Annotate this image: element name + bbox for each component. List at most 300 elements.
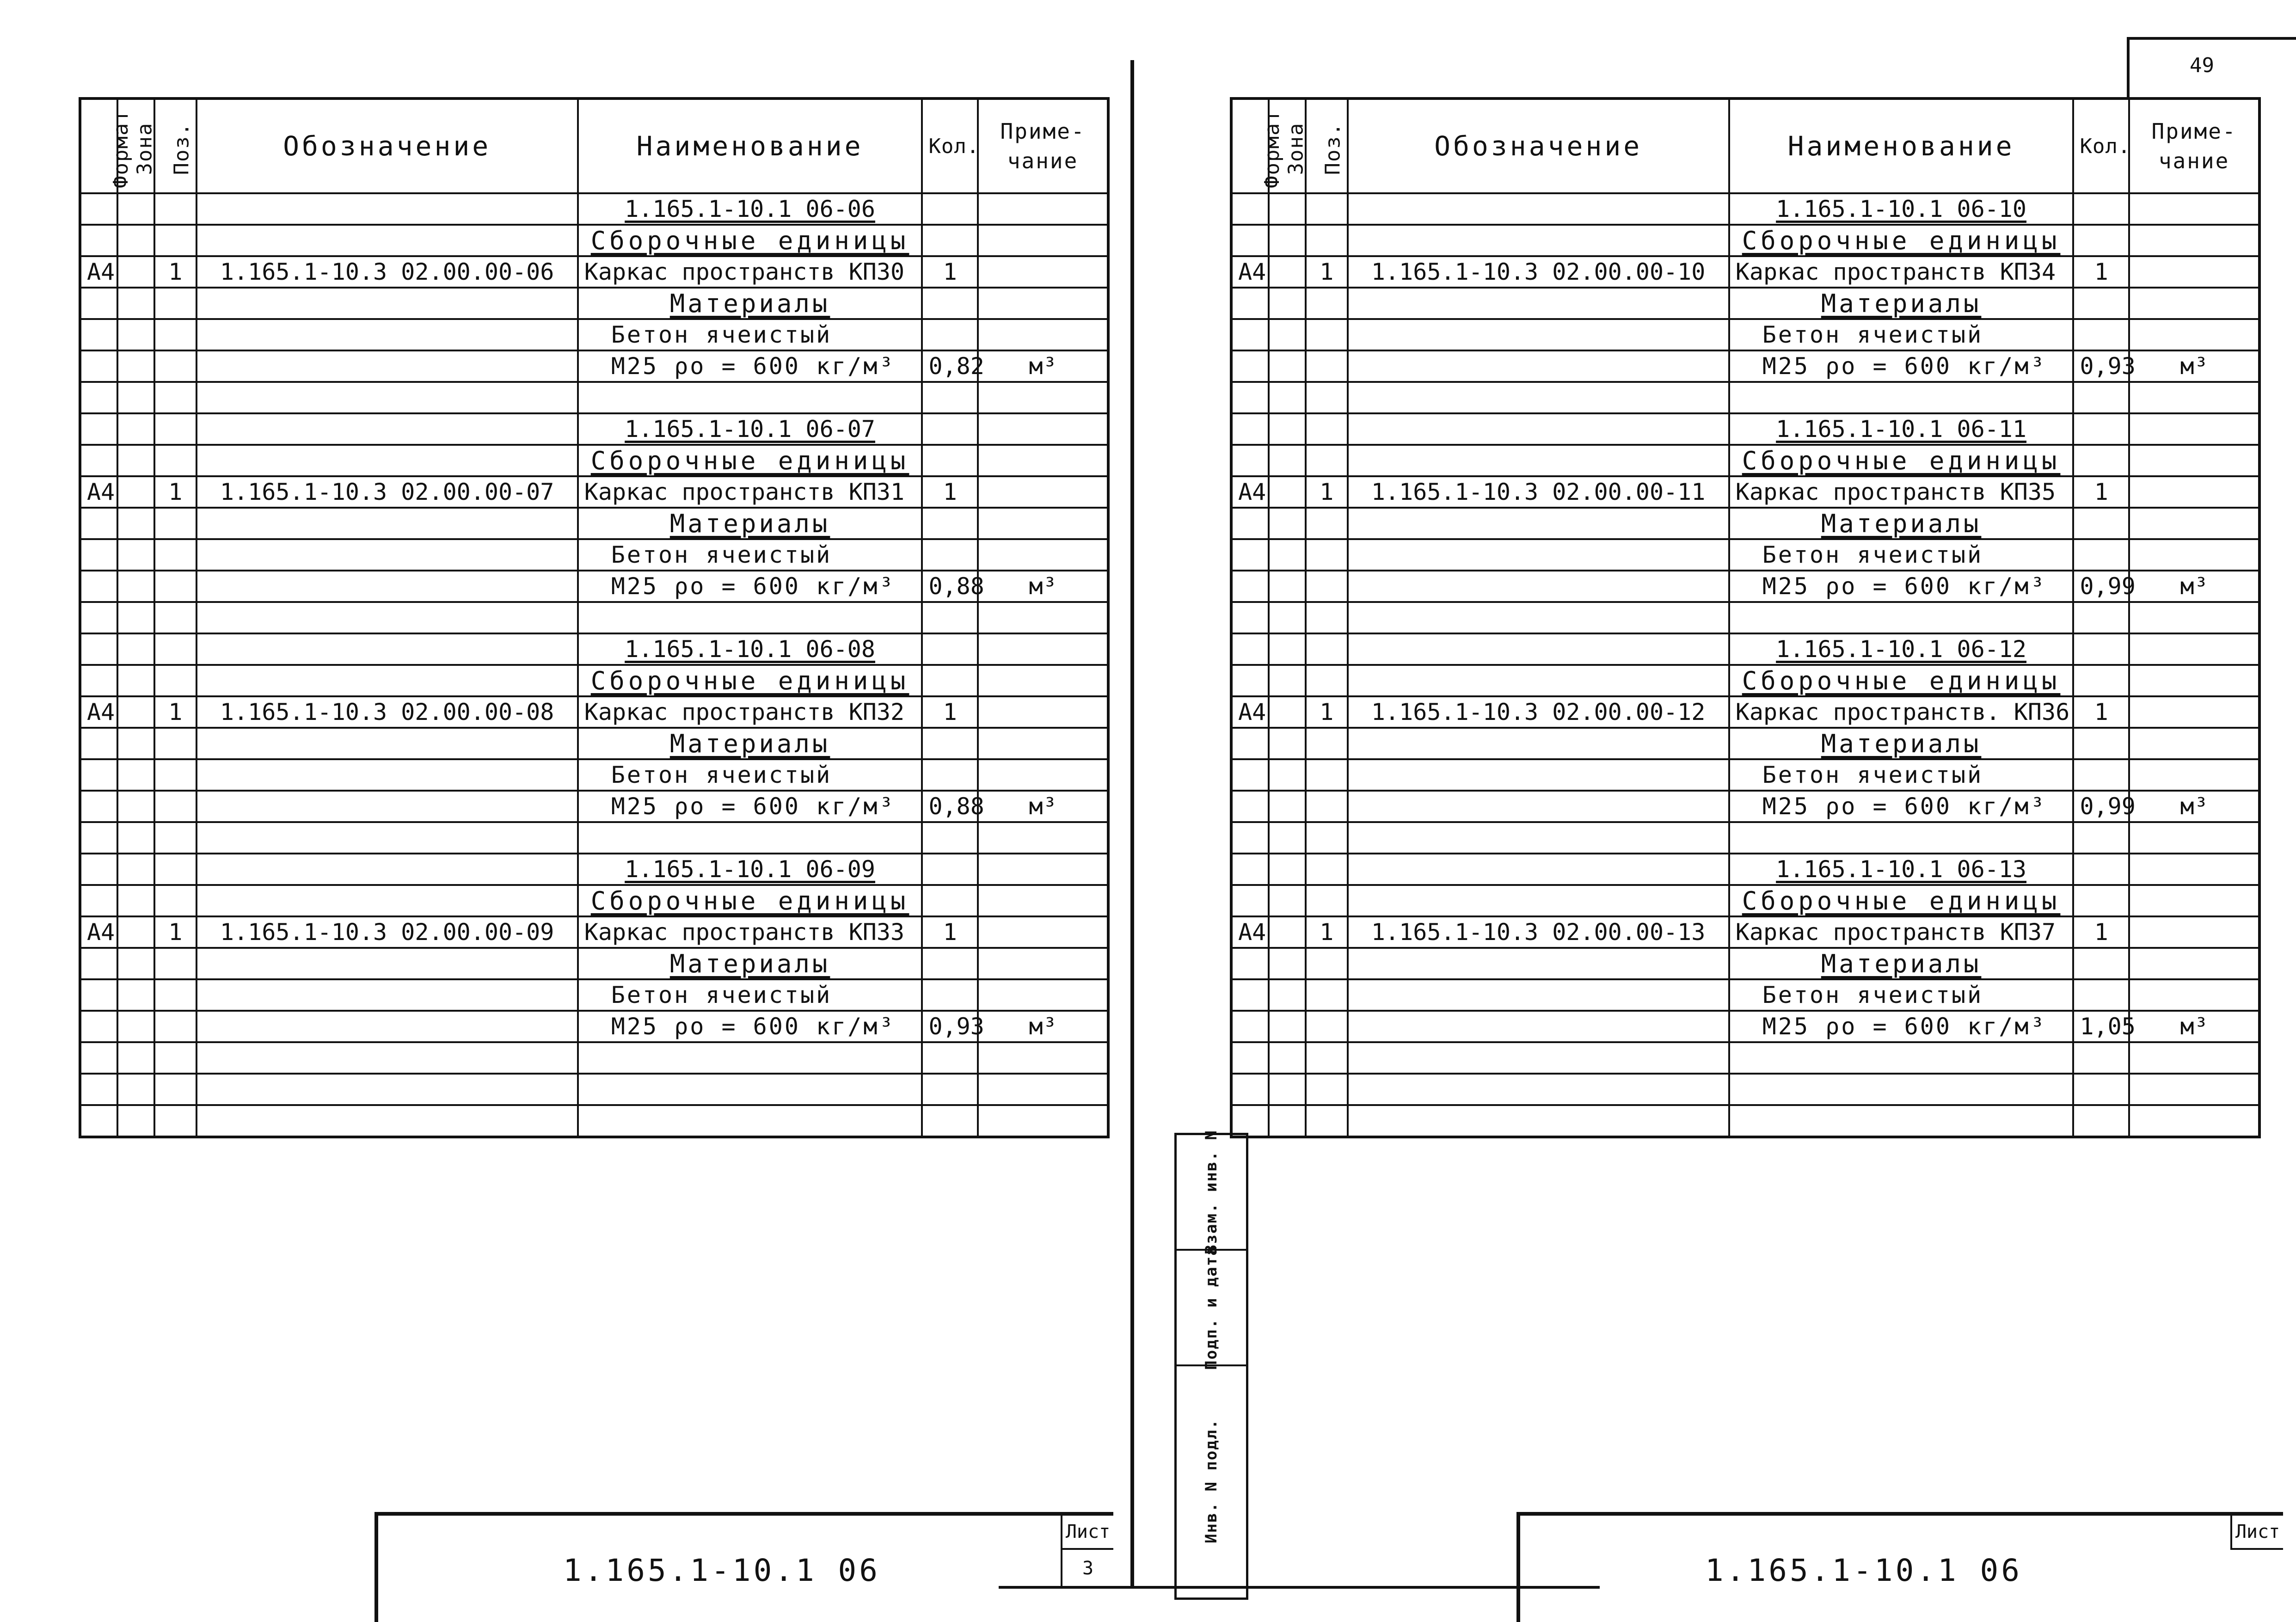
cell-zone (1269, 445, 1306, 476)
cell-format (80, 350, 117, 382)
cell-pos (154, 319, 196, 350)
cell-name: Каркас пространств КП32 (578, 696, 922, 728)
empty-cell (978, 1105, 1108, 1137)
section-code-row (1231, 413, 2259, 445)
empty-cell (2073, 1074, 2129, 1105)
blank-row (80, 382, 1108, 413)
cell-qty (922, 319, 978, 350)
cell-pos (154, 791, 196, 822)
cell-zone (117, 1011, 155, 1042)
cell-note (978, 728, 1108, 759)
cell-name (1729, 382, 2074, 413)
cell-note (978, 633, 1108, 665)
empty-cell (1348, 1105, 1729, 1137)
cell-qty (922, 1042, 978, 1074)
cell-name (1729, 1042, 2074, 1074)
cell-zone (117, 916, 155, 948)
cell-qty: 0,88 (922, 791, 978, 822)
empty-cell (1231, 1074, 1269, 1105)
col-zone: Зона (117, 98, 155, 193)
cell-note (978, 508, 1108, 539)
material-row (80, 571, 1108, 602)
cell-pos (154, 948, 196, 979)
cell-note (978, 256, 1108, 288)
cell-designation: 1.165.1-10.3 02.00.00-09 (196, 916, 578, 948)
cell-name: Материалы (1729, 728, 2074, 759)
cell-qty (2073, 1042, 2129, 1074)
cell-designation (196, 225, 578, 256)
section-code-row (1231, 633, 2259, 665)
cell-zone (1269, 508, 1306, 539)
cell-pos: 1 (1306, 696, 1348, 728)
cell-name: Бетон ячеистый (1729, 539, 2074, 571)
cell-qty (922, 854, 978, 885)
cell-name: Сборочные единицы (578, 885, 922, 916)
cell-name: М25 ρо = 600 кг/м³ (578, 791, 922, 822)
assembly-unit-row (80, 256, 1108, 288)
cell-format (80, 885, 117, 916)
cell-zone (117, 350, 155, 382)
cell-note (2129, 445, 2259, 476)
cell-name: Сборочные единицы (578, 225, 922, 256)
blank-row (80, 822, 1108, 854)
cell-zone (1269, 885, 1306, 916)
cell-note (2129, 916, 2259, 948)
cell-note: м³ (2129, 1011, 2259, 1042)
cell-name: Бетон ячеистый (1729, 319, 2074, 350)
cell-format (80, 1042, 117, 1074)
col-qty: Кол. (2073, 98, 2129, 193)
cell-name: Материалы (578, 728, 922, 759)
cell-format (1231, 225, 1269, 256)
cell-format (1231, 728, 1269, 759)
assembly-unit-row (1231, 916, 2259, 948)
cell-format (1231, 948, 1269, 979)
cell-zone (1269, 225, 1306, 256)
section-heading-row (1231, 665, 2259, 696)
cell-note (2129, 225, 2259, 256)
cell-zone (117, 476, 155, 508)
cell-name (1729, 602, 2074, 633)
cell-designation (196, 193, 578, 225)
cell-zone (117, 791, 155, 822)
material-name-row (80, 979, 1108, 1011)
col-designation: Обозначение (1348, 98, 1729, 193)
cell-pos (154, 193, 196, 225)
section-heading-row (1231, 445, 2259, 476)
cell-designation: 1.165.1-10.3 02.00.00-13 (1348, 916, 1729, 948)
cell-qty (922, 382, 978, 413)
blank-row (80, 1105, 1108, 1137)
stamp-cell-original-inv: Инв. N подл. (1202, 1419, 1221, 1543)
cell-format: А4 (1231, 256, 1269, 288)
cell-note (2129, 948, 2259, 979)
cell-format (1231, 979, 1269, 1011)
empty-cell (1231, 1105, 1269, 1137)
cell-pos (1306, 382, 1348, 413)
cell-pos (154, 979, 196, 1011)
cell-name: М25 ρо = 600 кг/м³ (1729, 350, 2074, 382)
cell-note (2129, 539, 2259, 571)
section-code-row (1231, 854, 2259, 885)
cell-pos (154, 759, 196, 791)
cell-note (2129, 665, 2259, 696)
left-sheet (79, 0, 1142, 1622)
materials-heading-row (80, 728, 1108, 759)
cell-designation (1348, 885, 1729, 916)
cell-qty (922, 288, 978, 319)
cell-pos (1306, 791, 1348, 822)
cell-designation (196, 508, 578, 539)
cell-qty: 0,88 (922, 571, 978, 602)
cell-format (1231, 445, 1269, 476)
right-sheet (1230, 0, 2293, 1622)
cell-pos (154, 885, 196, 916)
cell-name: Бетон ячеистый (1729, 759, 2074, 791)
cell-pos: 1 (154, 476, 196, 508)
cell-name: Материалы (1729, 508, 2074, 539)
cell-pos: 1 (1306, 916, 1348, 948)
cell-note (2129, 1042, 2259, 1074)
cell-name: Каркас пространств КП33 (578, 916, 922, 948)
col-designation: Обозначение (196, 98, 578, 193)
cell-designation (1348, 382, 1729, 413)
cell-format (80, 508, 117, 539)
cell-qty (922, 822, 978, 854)
cell-zone (117, 979, 155, 1011)
cell-designation (196, 350, 578, 382)
cell-zone (1269, 696, 1306, 728)
cell-pos: 1 (154, 256, 196, 288)
cell-zone (117, 759, 155, 791)
section-heading-row (80, 445, 1108, 476)
cell-format (80, 791, 117, 822)
cell-name: М25 ρо = 600 кг/м³ (1729, 791, 2074, 822)
col-name: Наименование (578, 98, 922, 193)
cell-designation (196, 665, 578, 696)
cell-qty: 0,93 (2073, 350, 2129, 382)
assembly-unit-row (1231, 256, 2259, 288)
cell-designation (196, 854, 578, 885)
cell-name: 1.165.1-10.1 06-11 (1729, 413, 2074, 445)
cell-designation (196, 633, 578, 665)
cell-name: Бетон ячеистый (1729, 979, 2074, 1011)
section-code-row (80, 193, 1108, 225)
col-note: Приме-чание (978, 98, 1108, 193)
cell-name: Материалы (578, 948, 922, 979)
cell-zone (1269, 979, 1306, 1011)
cell-format (80, 225, 117, 256)
cell-designation (196, 288, 578, 319)
cell-zone (1269, 633, 1306, 665)
specification-body-right (1231, 193, 2259, 1137)
cell-zone (1269, 350, 1306, 382)
cell-designation (196, 791, 578, 822)
cell-note: м³ (978, 571, 1108, 602)
cell-name: 1.165.1-10.1 06-08 (578, 633, 922, 665)
cell-pos (154, 539, 196, 571)
materials-heading-row (1231, 948, 2259, 979)
cell-zone (1269, 1042, 1306, 1074)
cell-name: Каркас пространств КП35 (1729, 476, 2074, 508)
empty-cell (154, 1074, 196, 1105)
cell-zone (117, 571, 155, 602)
cell-designation: 1.165.1-10.3 02.00.00-08 (196, 696, 578, 728)
title-block-left (374, 1512, 1113, 1622)
cell-qty (922, 508, 978, 539)
cell-format (1231, 1042, 1269, 1074)
cell-qty: 1 (922, 256, 978, 288)
cell-qty: 0,99 (2073, 571, 2129, 602)
cell-pos (1306, 350, 1348, 382)
cell-name: Каркас пространств КП37 (1729, 916, 2074, 948)
cell-format (80, 445, 117, 476)
cell-pos (154, 633, 196, 665)
cell-qty (922, 665, 978, 696)
cell-qty (2073, 728, 2129, 759)
empty-cell (1269, 1105, 1306, 1137)
cell-pos: 1 (1306, 256, 1348, 288)
cell-format (80, 539, 117, 571)
cell-note (2129, 602, 2259, 633)
material-name-row (1231, 539, 2259, 571)
cell-designation (1348, 571, 1729, 602)
document-code: 1.165.1-10.1 06 (1705, 1553, 2023, 1588)
cell-name: 1.165.1-10.1 06-09 (578, 854, 922, 885)
cell-designation (196, 948, 578, 979)
header-row (1231, 98, 2259, 193)
cell-pos: 1 (1306, 476, 1348, 508)
cell-note (978, 413, 1108, 445)
cell-qty (2073, 633, 2129, 665)
cell-zone (117, 508, 155, 539)
cell-qty: 1 (922, 916, 978, 948)
cell-note (978, 602, 1108, 633)
cell-format (1231, 759, 1269, 791)
cell-zone (1269, 288, 1306, 319)
cell-format: А4 (80, 476, 117, 508)
cell-designation (196, 571, 578, 602)
cell-designation: 1.165.1-10.3 02.00.00-11 (1348, 476, 1729, 508)
cell-zone (117, 256, 155, 288)
blank-row (1231, 1074, 2259, 1105)
cell-note (978, 854, 1108, 885)
cell-note (2129, 759, 2259, 791)
cell-format (1231, 1011, 1269, 1042)
cell-name: Бетон ячеистый (578, 539, 922, 571)
cell-qty (922, 193, 978, 225)
cell-name: 1.165.1-10.1 06-10 (1729, 193, 2074, 225)
cell-zone (1269, 822, 1306, 854)
cell-name (578, 602, 922, 633)
cell-note (2129, 822, 2259, 854)
cell-zone (117, 728, 155, 759)
cell-note (978, 916, 1108, 948)
cell-name: 1.165.1-10.1 06-07 (578, 413, 922, 445)
cell-designation (196, 319, 578, 350)
cell-qty (922, 948, 978, 979)
cell-designation: 1.165.1-10.3 02.00.00-06 (196, 256, 578, 288)
cell-pos (1306, 193, 1348, 225)
cell-zone (1269, 571, 1306, 602)
cell-qty (2073, 759, 2129, 791)
material-row (80, 1011, 1108, 1042)
cell-pos (1306, 508, 1348, 539)
cell-zone (117, 948, 155, 979)
empty-cell (80, 1074, 117, 1105)
cell-zone (1269, 256, 1306, 288)
cell-pos (1306, 445, 1348, 476)
cell-zone (1269, 539, 1306, 571)
cell-format (80, 948, 117, 979)
cell-note (2129, 979, 2259, 1011)
material-name-row (80, 319, 1108, 350)
cell-qty (2073, 319, 2129, 350)
cell-qty (922, 633, 978, 665)
cell-note (2129, 696, 2259, 728)
blank-row (1231, 1105, 2259, 1137)
cell-name (1729, 822, 2074, 854)
cell-designation (1348, 633, 1729, 665)
cell-format (1231, 508, 1269, 539)
cell-designation (196, 979, 578, 1011)
empty-cell (922, 1105, 978, 1137)
cell-qty (922, 413, 978, 445)
col-qty: Кол. (922, 98, 978, 193)
assembly-unit-row (80, 916, 1108, 948)
cell-pos (1306, 948, 1348, 979)
cell-name: Материалы (1729, 948, 2074, 979)
page-number: 49 (2190, 54, 2214, 77)
section-code-row (80, 633, 1108, 665)
col-name: Наименование (1729, 98, 2074, 193)
empty-cell (2129, 1105, 2259, 1137)
cell-qty (2073, 382, 2129, 413)
cell-zone (117, 822, 155, 854)
cell-pos (1306, 885, 1348, 916)
blank-row (1231, 382, 2259, 413)
cell-qty: 0,93 (922, 1011, 978, 1042)
stamp-cell-signature-date: Подп. и дата (1177, 1251, 1246, 1366)
section-heading-row (1231, 885, 2259, 916)
cell-name (578, 1042, 922, 1074)
cell-qty (2073, 539, 2129, 571)
cell-format (1231, 633, 1269, 665)
cell-note (978, 539, 1108, 571)
cell-designation (1348, 1042, 1729, 1074)
cell-format: А4 (1231, 476, 1269, 508)
cell-qty: 1 (2073, 256, 2129, 288)
cell-qty (922, 759, 978, 791)
cell-qty: 1 (2073, 916, 2129, 948)
cell-note (978, 948, 1108, 979)
cell-zone (1269, 413, 1306, 445)
cell-zone (1269, 791, 1306, 822)
cell-pos (1306, 413, 1348, 445)
cell-qty (2073, 508, 2129, 539)
cell-designation (1348, 728, 1729, 759)
cell-name (578, 822, 922, 854)
cell-name: Бетон ячеистый (578, 979, 922, 1011)
cell-zone (117, 854, 155, 885)
cell-note (2129, 885, 2259, 916)
cell-zone (117, 1042, 155, 1074)
blank-row (1231, 1042, 2259, 1074)
cell-note: м³ (2129, 350, 2259, 382)
cell-format (1231, 413, 1269, 445)
cell-note (978, 822, 1108, 854)
cell-pos (1306, 633, 1348, 665)
cell-qty (2073, 885, 2129, 916)
cell-pos (154, 822, 196, 854)
col-format: Формат (1231, 98, 1269, 193)
cell-designation (196, 413, 578, 445)
cell-name: Бетон ячеистый (578, 319, 922, 350)
cell-qty (922, 728, 978, 759)
blank-row (1231, 602, 2259, 633)
cell-note: м³ (2129, 571, 2259, 602)
specification-body-left (80, 193, 1108, 1137)
blank-row (80, 1042, 1108, 1074)
cell-format (1231, 854, 1269, 885)
cell-note (978, 225, 1108, 256)
cell-note (978, 1042, 1108, 1074)
header-row (80, 98, 1108, 193)
cell-qty (922, 445, 978, 476)
materials-heading-row (80, 508, 1108, 539)
sheet-number: 3 (1061, 1550, 1113, 1587)
cell-name (578, 382, 922, 413)
cell-name: Сборочные единицы (578, 665, 922, 696)
cell-qty (922, 885, 978, 916)
cell-qty: 0,99 (2073, 791, 2129, 822)
blank-row (1231, 822, 2259, 854)
cell-designation (196, 382, 578, 413)
assembly-unit-row (80, 476, 1108, 508)
empty-cell (1729, 1105, 2074, 1137)
cell-qty: 1 (922, 476, 978, 508)
section-heading-row (1231, 225, 2259, 256)
cell-zone (117, 193, 155, 225)
section-heading-row (80, 665, 1108, 696)
cell-designation (196, 822, 578, 854)
cell-designation (1348, 350, 1729, 382)
cell-format (80, 822, 117, 854)
cell-pos (1306, 225, 1348, 256)
cell-format (80, 602, 117, 633)
material-row (80, 350, 1108, 382)
cell-format (1231, 885, 1269, 916)
cell-pos (1306, 759, 1348, 791)
cell-qty (2073, 445, 2129, 476)
cell-name: Сборочные единицы (1729, 885, 2074, 916)
cell-note (2129, 193, 2259, 225)
cell-zone (117, 885, 155, 916)
materials-heading-row (80, 948, 1108, 979)
empty-cell (196, 1074, 578, 1105)
cell-note (978, 382, 1108, 413)
cell-pos: 1 (154, 696, 196, 728)
cell-format (1231, 571, 1269, 602)
cell-pos (1306, 319, 1348, 350)
cell-note (2129, 288, 2259, 319)
cell-note: м³ (978, 1011, 1108, 1042)
cell-zone (117, 288, 155, 319)
cell-note (2129, 728, 2259, 759)
cell-name: 1.165.1-10.1 06-13 (1729, 854, 2074, 885)
cell-designation (1348, 225, 1729, 256)
cell-qty (922, 979, 978, 1011)
